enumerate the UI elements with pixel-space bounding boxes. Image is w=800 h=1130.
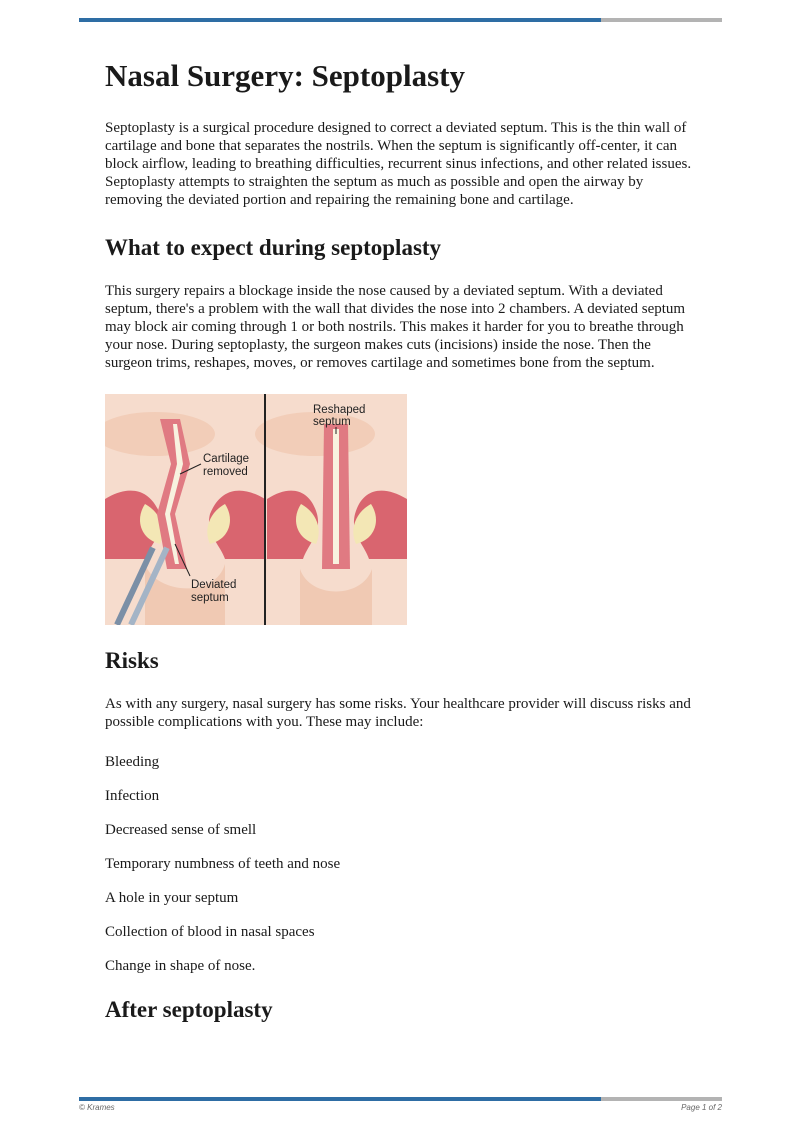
list-item: Bleeding — [105, 754, 160, 770]
label-cartilage-line1: Cartilage — [203, 453, 250, 465]
heading-what-to-expect: What to expect during septoplasty — [105, 235, 442, 260]
footer-rule — [79, 1097, 722, 1101]
label-cartilage-line2: removed — [203, 466, 248, 478]
footer-copyright: © Krames — [79, 1103, 115, 1112]
header-rule-gray — [601, 18, 722, 22]
header-rule-blue — [79, 18, 601, 22]
footer-page-number: Page 1 of 2 — [681, 1103, 722, 1112]
list-item: A hole in your septum — [105, 890, 239, 906]
footer-rule-blue — [79, 1097, 601, 1101]
list-item: Decreased sense of smell — [105, 822, 257, 838]
footer-rule-gray — [601, 1097, 722, 1101]
expect-paragraph: This surgery repairs a blockage inside the nose caused by a deviated septum. With a deviated septum, there's a problem with the wall that divides the nose into 2 chambers. A deviated septum may block air coming through 1 or both nostrils. This makes it harder for you to breathe through your nose. During septoplasty, the surgeon makes cuts (incisions) inside the nose. Then the surgeon trims, reshapes, moves, or removes cartilage and sometimes bone from the septum. — [105, 283, 686, 371]
septum-diagram — [105, 394, 407, 625]
label-deviated-line1: Deviated — [191, 579, 237, 591]
list-item: Temporary numbness of teeth and nose — [105, 856, 341, 872]
list-item: Infection — [105, 788, 160, 804]
header-rule — [79, 18, 722, 22]
list-item: Change in shape of nose. — [105, 958, 256, 974]
label-reshaped-line1: Reshaped — [313, 404, 366, 416]
document-body — [105, 56, 695, 1044]
label-deviated-line2: septum — [191, 592, 229, 604]
page-title: Nasal Surgery: Septoplasty — [105, 58, 465, 93]
label-reshaped-line2: septum — [313, 416, 351, 428]
heading-risks: Risks — [105, 648, 159, 673]
risks-list — [105, 753, 695, 975]
heading-after-septoplasty: After septoplasty — [105, 997, 273, 1022]
septoplasty-illustration — [105, 394, 407, 625]
risks-paragraph: As with any surgery, nasal surgery has some risks. Your healthcare provider will discuss risks and possible complications with you. These may include: — [105, 696, 691, 730]
list-item: Collection of blood in nasal spaces — [105, 924, 315, 940]
intro-paragraph: Septoplasty is a surgical procedure designed to correct a deviated septum. This is the thin wall of cartilage and bone that separates the nostrils. When the septum is significantly off-center, it can block airflow, leading to breathing difficulties, recurrent sinus infections, and other related issues. Septoplasty attempts to straighten the septum as much as possible and open the airway by removing the deviated portion and repairing the remaining bone and cartilage. — [105, 120, 692, 208]
